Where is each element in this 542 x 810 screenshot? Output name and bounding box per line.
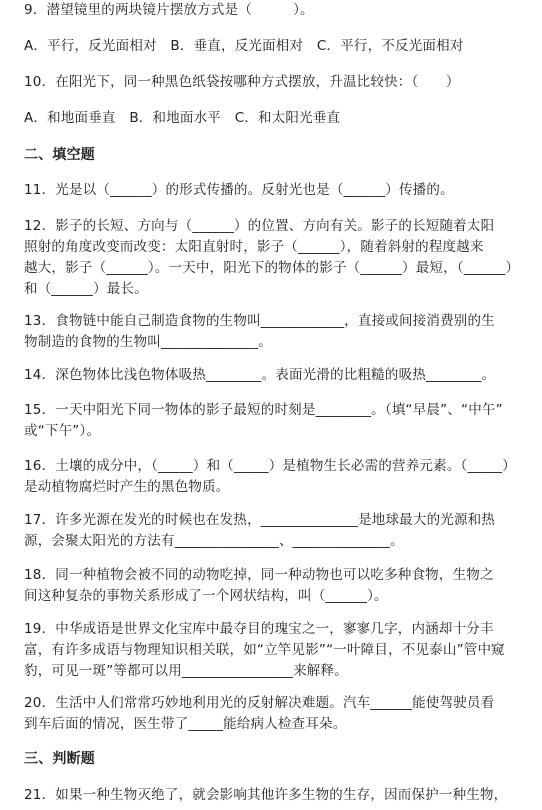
question-19-line-3: 豹，可见一斑”等都可以用________________来解释。 [24, 663, 348, 679]
question-21-line-1: 21．如果一种生物灭绝了，就会影响其他许多生物的生存，因而保护一种生物， [24, 787, 508, 803]
question-14: 14．深色物体比浅色物体吸热________。表面光滑的比粗糙的吸热________。 [24, 367, 496, 383]
question-12-line-3: 越大，影子（______）。一天中，阳光下的物体的影子（______）最短，（______） [24, 260, 520, 276]
question-20-line-2: 到车后面的情况，医生带了_____能给病人检查耳朵。 [24, 716, 347, 732]
question-18-line-2: 间这种复杂的事物关系形成了一个网状结构，叫（______）。 [24, 588, 388, 604]
question-15-line-2: 或“下午”）。 [24, 423, 101, 439]
question-15-line-1: 15．一天中阳光下同一物体的影子最短的时刻是________。（填“早晨”、“中午” [24, 402, 503, 418]
question-9-options: A．平行，反光面相对 B．垂直，反光面相对 C．平行，不反光面相对 [24, 38, 464, 54]
question-12-line-1: 12．影子的长短、方向与（______）的位置、方向有关。影子的长短随着太阳 [24, 218, 495, 234]
section-heading-fill-in: 二、填空题 [24, 147, 95, 163]
question-17-line-1: 17．许多光源在发光的时候也在发热，______________是地球最大的光源和热 [24, 512, 496, 528]
question-13-line-2: 物制造的食物的生物叫______________。 [24, 334, 272, 350]
question-9: 9．潜望镜里的两块镜片摆放方式是（ ）。 [24, 2, 314, 18]
question-12-line-2: 照射的角度改变而改变：太阳直射时，影子（______），随着斜射的程度越来 [24, 239, 484, 255]
question-19-line-2: 富，有许多成语与物理知识相关联，如“立竿见影”“一叶障目，不见泰山”管中窥 [24, 642, 505, 658]
section-heading-true-false: 三、判断题 [24, 751, 95, 767]
question-19-line-1: 19．中华成语是世界文化宝库中最夺目的瑰宝之一，寥寥几字，内涵却十分丰 [24, 621, 494, 637]
question-11: 11．光是以（______）的形式传播的。反射光也是（______）传播的。 [24, 182, 454, 198]
question-20-line-1: 20．生活中人们常常巧妙地利用光的反射解决难题。汽车______能使驾驶员看 [24, 695, 495, 711]
question-10: 10．在阳光下，同一种黑色纸袋按哪种方式摆放，升温比较快：（ ） [24, 74, 460, 90]
question-12-line-4: 和（______）最长。 [24, 281, 148, 297]
question-16-line-2: 是动植物腐烂时产生的黑色物质。 [24, 479, 230, 495]
question-13-line-1: 13．食物链中能自己制造食物的生物叫____________，直接或间接消费别的生 [24, 313, 495, 329]
question-18-line-1: 18．同一种植物会被不同的动物吃掉，同一种动物也可以吃多种食物，生物之 [24, 567, 494, 583]
question-10-options: A．和地面垂直 B．和地面水平 C．和太阳光垂直 [24, 110, 341, 126]
question-16-line-1: 16．土壤的成分中，（_____）和（_____）是植物生长必需的营养元素。（_____） [24, 458, 516, 474]
question-17-line-2: 源，会聚太阳光的方法有_______________、______________。 [24, 533, 404, 549]
